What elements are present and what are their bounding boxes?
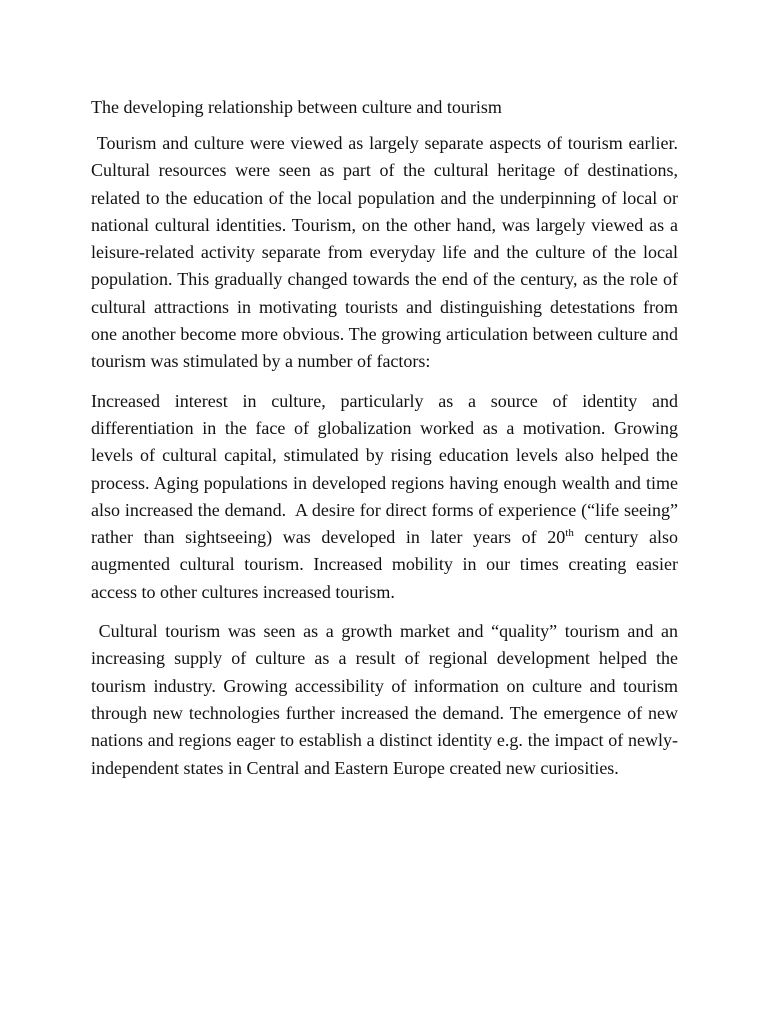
paragraph-factors-text-end: century also augmented cultural tourism. Increased mobility in our times creating easier access to other cultures increased tourism. [91,527,678,602]
paragraph-intro: Tourism and culture were viewed as largely separate aspects of tourism earlier. Cultural resources were seen as part of the cultural heritage of destinations, related to the education of the local population and the underpinning of local or national cultural identities. Tourism, on the other hand, was largely viewed as a leisure-related activity separate from everyday life and the culture of the local population. This gradually changed towards the end of the century, as the role of cultural attractions in motivating tourists and distinguishing detestations from one another become more obvious. The growing articulation between culture and tourism was stimulated by a number of factors: [91,133,678,372]
paragraph-factors-text-start: Increased interest in culture, particularly as a source of identity and differentiation in the face of globalization worked as a motivation. Growing levels of cultural capital, stimulated by rising education levels also helped the process. Aging populations in developed regions having enough wealth and time also increased the demand. A desire for direct forms of experience (“life seeing” rather than sightseeing) was developed in later years of 20 [91,390,678,548]
document-body [91,94,678,794]
paragraph-cultural-tourism: Cultural tourism was seen as a growth market and “quality” tourism and an increasing supply of culture as a result of regional development helped the tourism industry. Growing accessibility of information on culture and tourism through new technologies further increased the demand. The emergence of new nations and regions eager to establish a distinct identity e.g. the impact of newly-independent states in Central and Eastern Europe created new curiosities. [91,621,678,778]
document-title: The developing relationship between culture and tourism [91,97,502,117]
paragraph-factors [91,388,678,606]
ordinal-suffix: th [565,527,574,540]
